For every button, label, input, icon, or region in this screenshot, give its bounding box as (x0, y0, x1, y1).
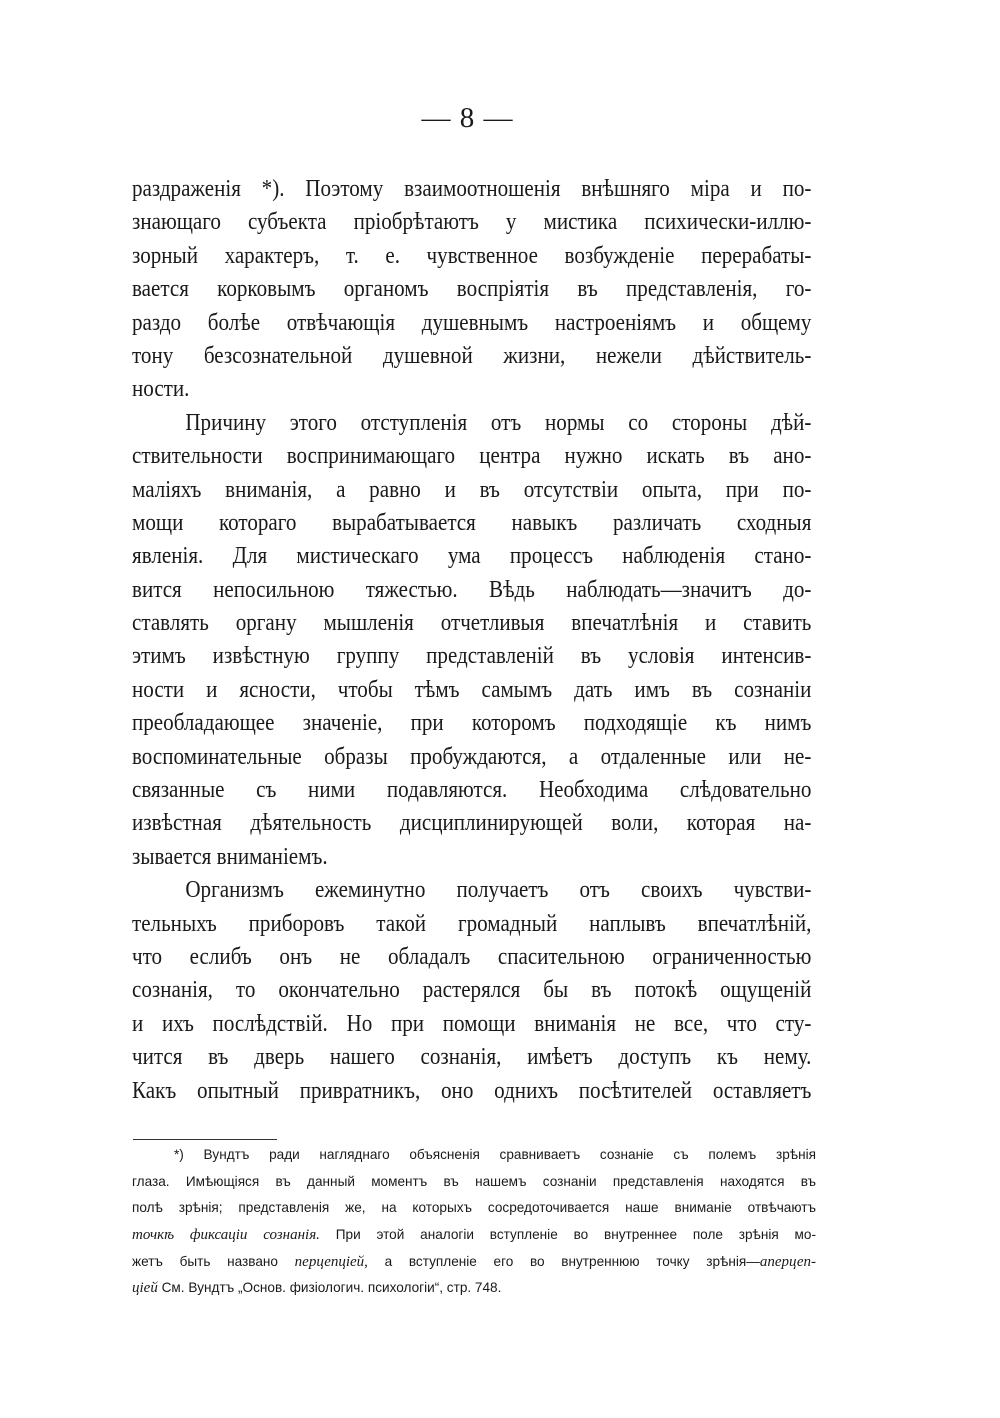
body-text (132, 172, 812, 1107)
footnote-line (132, 1275, 816, 1302)
text-line: связанные съ ними подавляются. Необходима слѣдовательно (132, 776, 812, 804)
text-line: ности и ясности, чтобы тѣмъ самымъ дать имъ въ сознаніи (132, 675, 812, 703)
text-line: зорный характеръ, т. е. чувственное возбужденіе перерабаты- (132, 241, 812, 269)
text-line: сознанія, то окончательно растерялся бы въ потокѣ ощущеній (132, 976, 812, 1004)
footnote (132, 1142, 816, 1302)
footnote-line: *) Вундтъ ради нагляднаго объясненія сравниваетъ сознаніе съ полемъ зрѣнія (174, 1147, 816, 1162)
text-line: ности. (132, 375, 190, 403)
text-line: зывается вниманіемъ. (132, 842, 328, 870)
footnote-line (132, 1249, 816, 1276)
text-line: знающаго субъекта пріобрѣтаютъ у мистика психически-иллю- (132, 208, 812, 236)
text-line: тельныхъ приборовъ такой громадный наплывъ впечатлѣній, (132, 909, 812, 937)
footnote-italic: точкѣ фиксаціи сознанія. (132, 1227, 320, 1244)
footnote-line (132, 1222, 816, 1249)
text-line: Какъ опытный привратникъ, оно однихъ посѣтителей оставляетъ (132, 1076, 812, 1104)
text-line: преобладающее значеніе, при которомъ подходящіе къ нимъ (132, 709, 812, 737)
text-line: ствительности воспринимающаго центра нужно искать въ ано- (132, 442, 812, 470)
footnote-line: глаза. Имѣющіяся въ данный моментъ въ нашемъ сознаніи представленія находятся въ (132, 1173, 816, 1189)
footnote-text: При этой аналогіи вступленіе во внутреннее поле зрѣнія мо- (335, 1227, 816, 1243)
text-line: и ихъ послѣдствій. Но при помощи вниманія не все, что сту- (132, 1009, 812, 1037)
text-line: Причину этого отступленія отъ нормы со стороны дѣй- (185, 408, 812, 436)
text-line: раздо болѣе отвѣчающія душевнымъ настроеніямъ и общему (132, 308, 812, 336)
text-line: этимъ извѣстную группу представленій въ условія интенсив- (132, 642, 812, 670)
footnote-italic: ціей (132, 1280, 158, 1297)
text-line: тону безсознательной душевной жизни, нежели дѣйствитель- (132, 341, 812, 369)
footnote-line: полѣ зрѣнія; представленія же, на которыхъ сосредоточивается наше вниманіе отвѣчаютъ (132, 1200, 816, 1216)
footnote-text: жетъ быть названо (132, 1253, 278, 1269)
text-line: маліяхъ вниманія, а равно и въ отсутствіи опыта, при по- (132, 475, 812, 503)
text-line: раздраженія *). Поэтому взаимоотношенія внѣшняго міра и по- (132, 175, 812, 202)
text-line: чится въ дверь нашего сознанія, имѣетъ доступъ къ нему. (132, 1043, 812, 1071)
footnote-divider (133, 1139, 277, 1140)
text-line: мощи котораго вырабатывается навыкъ различать сходныя (132, 508, 812, 536)
footnote-text: См. Вундтъ „Основ. физіологич. психологіи“, стр. 748. (161, 1280, 502, 1296)
text-line: извѣстная дѣятельность дисциплинирующей воли, которая на- (132, 809, 812, 837)
text-line: вится непосильною тяжестью. Вѣдь наблюдать—значитъ до- (132, 575, 812, 603)
text-line: явленія. Для мистическаго ума процессъ наблюденія стано- (132, 542, 812, 570)
text-line: вается корковымъ органомъ воспріятія въ представленія, го- (132, 275, 812, 303)
text-line: воспоминательные образы пробуждаются, а отдаленные или не- (132, 742, 812, 770)
page-number: — 8 — (421, 102, 514, 134)
text-line: ставлять органу мышленія отчетливыя впечатлѣнія и ставить (132, 609, 812, 637)
footnote-italic: перцепціей, (294, 1253, 368, 1270)
text-line: Организмъ ежеминутно получаетъ отъ своихъ чувстви- (185, 876, 812, 904)
footnote-italic: аперцеп- (759, 1253, 817, 1270)
footnote-text: а вступленіе его во внутреннюю точку зрѣнія— (384, 1253, 760, 1269)
text-line: что еслибъ онъ не обладалъ спасительною ограниченностью (132, 942, 812, 970)
